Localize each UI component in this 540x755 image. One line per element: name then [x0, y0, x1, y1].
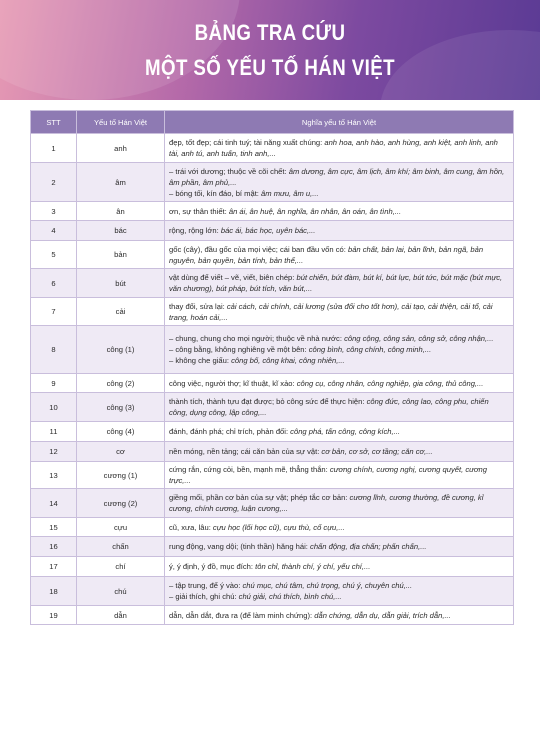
- row-number: 16: [31, 537, 77, 557]
- row-number: 7: [31, 298, 77, 326]
- meaning-examples: chấn động, địa chấn; phấn chấn,...: [310, 542, 427, 551]
- row-number: 15: [31, 518, 77, 537]
- table-row: [31, 393, 514, 422]
- meaning-examples: dẫn chứng, dẫn dụ, dẫn giải, trích dẫn,...: [314, 610, 451, 620]
- row-number: 13: [31, 462, 77, 489]
- lookup-table: [30, 110, 514, 625]
- meaning-text: rộng, rộng lớn:: [169, 226, 221, 235]
- table-row: [31, 518, 514, 537]
- column-header-stt: STT: [31, 111, 77, 134]
- table-row: [31, 422, 514, 442]
- meaning-line: [169, 561, 509, 572]
- han-viet-element: ân: [77, 202, 165, 221]
- meaning-text: cứng rắn, cứng cỏi, bền, mạnh mẽ, thẳng thắn:: [169, 465, 330, 474]
- han-viet-element: âm: [77, 163, 165, 202]
- meaning-text: vật dùng để viết – vẽ, viết, biên chép:: [169, 273, 297, 282]
- header-decoration: [0, 0, 240, 100]
- meaning-line: [169, 244, 509, 266]
- meaning-examples: âm dương, âm cực, âm lịch, âm khí; âm binh, âm cung, âm hồn, âm phần, âm phủ,...: [169, 166, 505, 187]
- meaning-text: giềng mối, phần cơ bản của sự vật; phép tắc cơ bản:: [169, 493, 350, 502]
- han-viet-element: cựu: [77, 518, 165, 537]
- han-viet-element: công (4): [77, 422, 165, 442]
- meaning-line: [169, 166, 509, 188]
- meaning-line: [169, 541, 509, 552]
- meaning-cell: [165, 577, 514, 606]
- han-viet-element: cải: [77, 298, 165, 326]
- meaning-examples: bác ái, bác học, uyên bác,...: [220, 226, 316, 235]
- meaning-line: [169, 426, 509, 437]
- han-viet-element: công (2): [77, 374, 165, 393]
- meaning-text: – không che giấu:: [169, 356, 232, 365]
- meaning-examples: cựu học (lối học cũ), cựu thù, cổ cựu,...: [212, 522, 345, 532]
- han-viet-element: bút: [77, 269, 165, 298]
- meaning-examples: công đức, công lao, công phu, chiến công, dụng công, lập công,...: [169, 397, 489, 417]
- meaning-examples: anh hoa, anh hào, anh hùng, anh kiệt, anh linh, anh tài, anh tú, anh tuấn, tinh anh,...: [169, 138, 498, 158]
- han-viet-element: chí: [77, 557, 165, 577]
- table-row: [31, 202, 514, 221]
- meaning-cell: [165, 241, 514, 269]
- meaning-cell: [165, 393, 514, 422]
- meaning-examples: cương lĩnh, cương thường, đề cương, kỉ cương, chính cương, luận cương,...: [169, 493, 484, 513]
- row-number: 12: [31, 442, 77, 462]
- meaning-cell: [165, 269, 514, 298]
- row-number: 6: [31, 269, 77, 298]
- meaning-examples: công phá, tấn công, công kích,...: [290, 427, 400, 436]
- table-row: [31, 221, 514, 241]
- meaning-text: đẹp, tốt đẹp; cái tinh tuý; tài năng xuất chúng:: [169, 138, 325, 147]
- meaning-line: [169, 344, 509, 355]
- meaning-text: công việc, người thợ; kĩ thuật, kĩ xảo:: [169, 378, 297, 388]
- han-viet-element: cơ: [77, 442, 165, 462]
- meaning-examples: ân ái, ân huệ, ân nghĩa, ân nhân, ân oán, ân tình,...: [228, 206, 402, 216]
- row-number: 1: [31, 134, 77, 163]
- meaning-line: [169, 492, 509, 514]
- han-viet-element: dẫn: [77, 606, 165, 625]
- meaning-text: ý, ý định, ý đồ, mục đích:: [169, 562, 256, 571]
- page-header: [0, 0, 540, 100]
- meaning-examples: chú giải, chú thích, bình chú,...: [238, 592, 342, 601]
- row-number: 18: [31, 577, 77, 606]
- meaning-examples: tôn chỉ, thành chí, ý chí, yếu chí,...: [255, 562, 371, 571]
- meaning-line: [169, 378, 509, 389]
- meaning-text: nền móng, nền tảng; cái căn bản của sự vật:: [169, 447, 322, 456]
- table-row: [31, 606, 514, 625]
- meaning-cell: [165, 202, 514, 221]
- meaning-cell: [165, 374, 514, 393]
- meaning-cell: [165, 163, 514, 202]
- meaning-line: [169, 355, 509, 366]
- meaning-examples: bút chiến, bút đàm, bút kí, bút lực, bút tức, bút mặc (bút mực, văn chương), bút pháp, bút tích, văn bút,...: [169, 273, 503, 293]
- meaning-text: – bóng tối, kín đáo, bí mật:: [169, 188, 262, 198]
- row-number: 11: [31, 422, 77, 442]
- row-number: 3: [31, 202, 77, 221]
- meaning-examples: công cộng, công sản, công sở, công nhận,...: [344, 334, 494, 343]
- meaning-text: – trái với dương; thuộc về cõi chết:: [169, 166, 289, 176]
- meaning-examples: công bình, công chính, công minh,...: [308, 345, 432, 354]
- meaning-line: [169, 610, 509, 621]
- meaning-line: [169, 301, 509, 323]
- meaning-text: – công bằng, không nghiêng về một bên:: [169, 345, 309, 354]
- meaning-text: thay đổi, sửa lại:: [169, 301, 227, 311]
- meaning-cell: [165, 489, 514, 518]
- meaning-text: rung động, vang dội; (tinh thần) hăng hái:: [169, 542, 311, 551]
- meaning-cell: [165, 537, 514, 557]
- meaning-text: dẫn, dẫn dắt, đưa ra (để làm minh chứng):: [169, 610, 315, 620]
- table-row: [31, 241, 514, 269]
- table-row: [31, 557, 514, 577]
- table-row: [31, 537, 514, 557]
- meaning-examples: cương chính, cương nghị, cương quyết, cương trực,...: [169, 465, 487, 485]
- meaning-line: [169, 522, 509, 533]
- meaning-cell: [165, 557, 514, 577]
- meaning-line: [169, 188, 509, 199]
- meaning-line: [169, 137, 509, 159]
- meaning-text: cũ, xưa, lâu:: [169, 522, 213, 532]
- meaning-cell: [165, 606, 514, 625]
- table-row: [31, 326, 514, 374]
- meaning-examples: bản chất, bản lai, bản lĩnh, bản ngã, bản nguyên, bản quyền, bản tính, bản thể,...: [169, 244, 484, 265]
- han-viet-element: bác: [77, 221, 165, 241]
- row-number: 14: [31, 489, 77, 518]
- table-header-row: [31, 111, 514, 134]
- meaning-line: [169, 333, 509, 344]
- han-viet-element: bản: [77, 241, 165, 269]
- meaning-line: [169, 225, 509, 236]
- meaning-examples: cải cách, cải chính, cải lương (sửa đổi cho tốt hơn), cải tạo, cải thiện, cải tổ, cải trang, hoán cải,...: [169, 301, 493, 322]
- meaning-cell: [165, 422, 514, 442]
- meaning-text: đánh, đánh phá; chỉ trích, phản đối:: [169, 427, 291, 436]
- page-title-line1: BẢNG TRA CỨU: [194, 20, 346, 45]
- table-row: [31, 269, 514, 298]
- table-row: [31, 577, 514, 606]
- row-number: 2: [31, 163, 77, 202]
- row-number: 19: [31, 606, 77, 625]
- meaning-cell: [165, 221, 514, 241]
- row-number: 5: [31, 241, 77, 269]
- han-viet-element: cương (2): [77, 489, 165, 518]
- meaning-text: thành tích, thành tựu đạt được; bỏ công sức để thực hiện:: [169, 397, 367, 406]
- han-viet-element: công (3): [77, 393, 165, 422]
- meaning-examples: công bố, công khai, công nhiên,...: [231, 356, 345, 365]
- meaning-text: – tập trung, để ý vào:: [169, 581, 243, 590]
- column-header-meaning: Nghĩa yếu tố Hán Việt: [165, 111, 514, 134]
- meaning-line: [169, 580, 509, 591]
- han-viet-element: chú: [77, 577, 165, 606]
- row-number: 17: [31, 557, 77, 577]
- meaning-line: [169, 272, 509, 294]
- meaning-line: [169, 446, 509, 457]
- meaning-text: – chung, chung cho mọi người; thuộc về nhà nước:: [169, 334, 345, 343]
- han-viet-element: anh: [77, 134, 165, 163]
- meaning-cell: [165, 462, 514, 489]
- table-row: [31, 489, 514, 518]
- row-number: 4: [31, 221, 77, 241]
- meaning-examples: cơ bản, cơ sở, cơ tầng; căn cơ,...: [321, 447, 433, 456]
- table-row: [31, 442, 514, 462]
- table-row: [31, 298, 514, 326]
- meaning-text: – giải thích, ghi chú:: [169, 592, 239, 601]
- meaning-line: [169, 591, 509, 602]
- page-title-line2: MỘT SỐ YẾU TỐ HÁN VIỆT: [144, 55, 396, 80]
- meaning-cell: [165, 442, 514, 462]
- han-viet-element: chấn: [77, 537, 165, 557]
- table-row: [31, 134, 514, 163]
- column-header-element: Yếu tố Hán Việt: [77, 111, 165, 134]
- meaning-text: ơn, sự thân thiết:: [169, 206, 229, 216]
- table-row: [31, 374, 514, 393]
- han-viet-element: công (1): [77, 326, 165, 374]
- meaning-text: gốc (cây), đầu gốc của mọi việc; cái ban đầu vốn có:: [169, 244, 348, 254]
- table-row: [31, 462, 514, 489]
- row-number: 9: [31, 374, 77, 393]
- meaning-line: [169, 396, 509, 418]
- row-number: 10: [31, 393, 77, 422]
- meaning-examples: âm mưu, âm u,...: [261, 188, 319, 198]
- meaning-line: [169, 206, 509, 217]
- table-row: [31, 163, 514, 202]
- row-number: 8: [31, 326, 77, 374]
- meaning-examples: chú mục, chú tâm, chú trọng, chú ý, chuyên chú,...: [242, 581, 413, 590]
- meaning-cell: [165, 298, 514, 326]
- meaning-cell: [165, 326, 514, 374]
- meaning-examples: công cụ, công nhân, công nghiệp, gia công, thủ công,...: [296, 378, 484, 388]
- meaning-cell: [165, 134, 514, 163]
- han-viet-element: cương (1): [77, 462, 165, 489]
- meaning-cell: [165, 518, 514, 537]
- meaning-line: [169, 464, 509, 486]
